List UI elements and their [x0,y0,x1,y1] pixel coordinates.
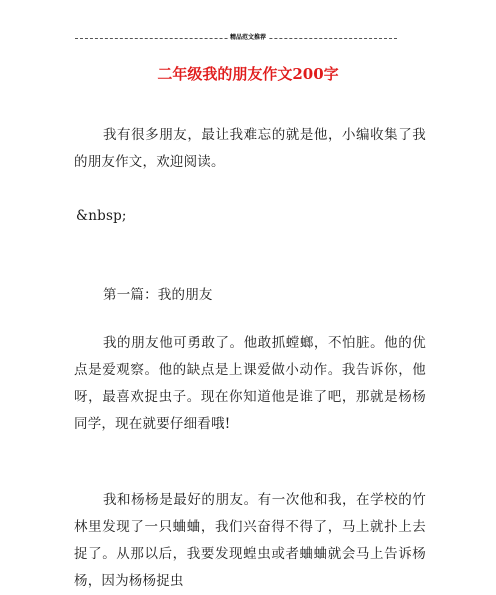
nbsp-text: &nbsp; [76,208,127,224]
document-title: 二年级我的朋友作文200字 [157,65,339,83]
body-paragraph-2: 我和杨杨是最好的朋友。有一次他和我，在学校的竹林里发现了一只蛐蛐，我们兴奋得不得了，马上就扑上去捉了。从那以后，我要发现蝗虫或者蛐蛐就会马上告诉杨杨，因为杨杨捉虫 [74,492,426,589]
header-label: 精品范文推荐 [229,34,266,41]
section-heading: 第一篇：我的朋友 [103,287,213,303]
body-paragraph-1: 我的朋友他可勇敢了。他敢抓螳螂，不怕脏。他的优点是爱观察。他的缺点是上课爱做小动作。我告诉你，他呀，最喜欢捉虫子。现在你知道他是谁了吧，那就是杨杨同学，现在就要仔细看哦! [74,335,426,432]
intro-paragraph: 我有很多朋友，最让我难忘的就是他，小编收集了我的朋友作文，欢迎阅读。 [74,127,426,170]
page-header [0,34,496,42]
